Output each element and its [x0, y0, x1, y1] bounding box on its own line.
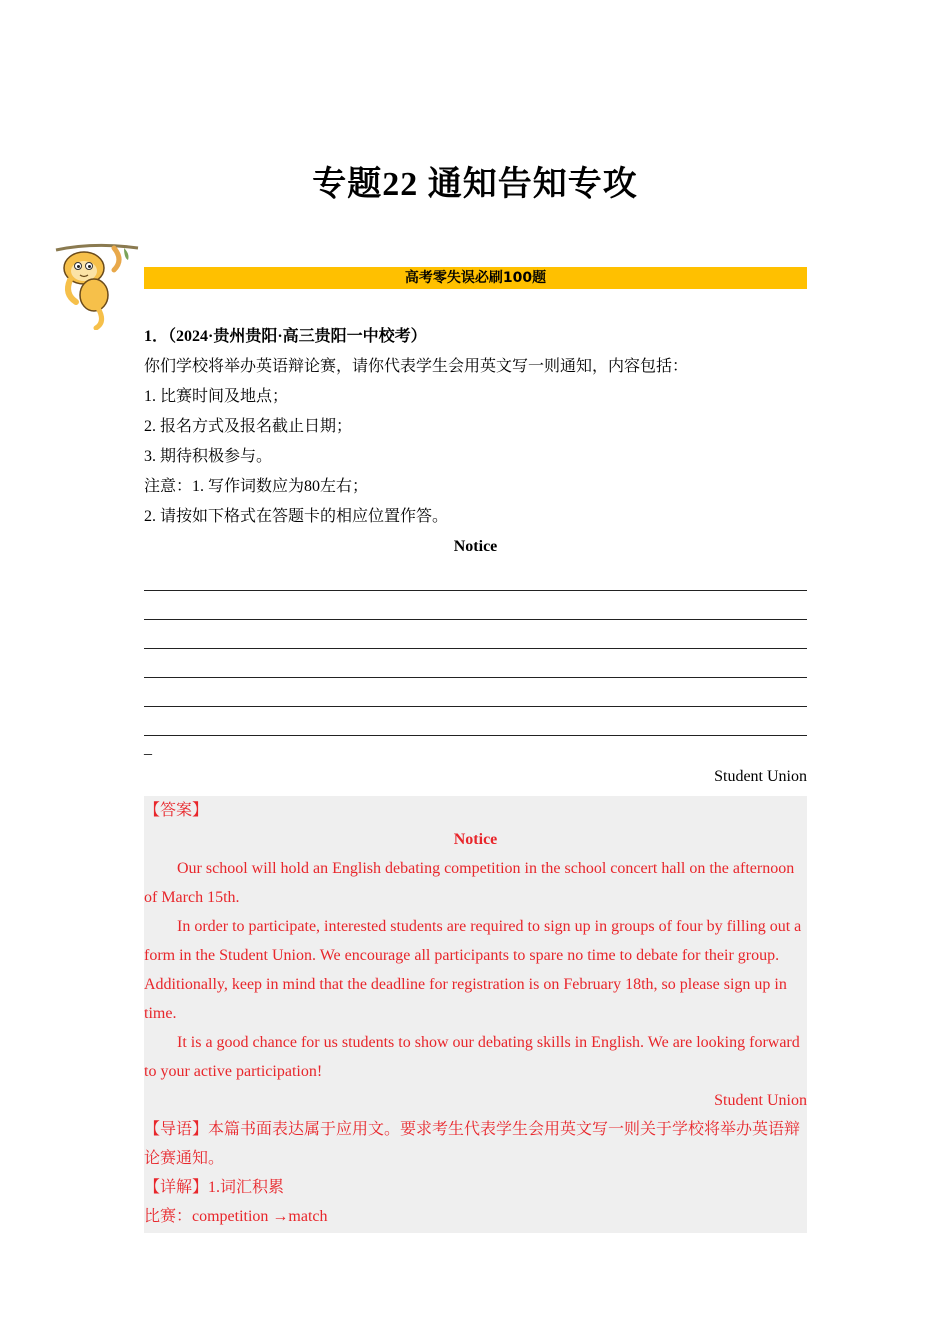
answer-section	[144, 796, 807, 1233]
detail-heading: 【详解】1.词汇积累	[144, 1179, 285, 1196]
note-line: 2. 请按如下格式在答题卡的相应位置作答。	[144, 508, 449, 525]
requirement-item: 2. 报名方式及报名截止日期；	[144, 418, 353, 435]
requirement-item: 1. 比赛时间及地点；	[144, 388, 289, 405]
note-line: 注意：1. 写作词数应为80左右；	[144, 478, 369, 495]
signature: Student Union	[714, 768, 807, 785]
requirement-item: 3. 期待积极参与。	[144, 448, 273, 465]
document-body	[144, 322, 807, 1233]
guide-text: 【导语】本篇书面表达属于应用文。要求考生代表学生会用英文写一则关于学校将举办英语辩论赛通知。	[144, 1121, 801, 1167]
writing-line	[144, 591, 807, 620]
answer-paragraph: It is a good chance for us students to show our debating skills in English. We are looking forward to your active participation!	[144, 1034, 800, 1080]
banner-title: 高考零失误必刷100题	[144, 267, 807, 289]
notice-heading: Notice	[453, 538, 498, 555]
answer-paragraph: In order to participate, interested students are required to sign up in groups of four by filling out a form in the Student Union. We encourage all participants to spare no time to debate for their group. Additionally, keep in mind that the deadline for registration is on February 18th, so please sign up in time.	[144, 918, 802, 1022]
page-title: 专题22 通知告知专攻	[312, 166, 638, 203]
writing-line	[144, 678, 807, 707]
question-header: 1．（2024·贵州贵阳·高三贵阳一中校考）	[144, 328, 427, 345]
answer-notice-heading: Notice	[453, 831, 498, 848]
writing-line-tail: _	[144, 740, 152, 757]
answer-label: 【答案】	[144, 802, 209, 819]
answer-signature: Student Union	[714, 1092, 807, 1109]
monkey-hanging-on-branch-icon	[54, 240, 140, 330]
question-prompt: 你们学校将举办英语辩论赛，请你代表学生会用英文写一则通知，内容包括：	[144, 358, 689, 375]
answer-paragraph: Our school will hold an English debating competition in the school concert hall on the afternoon of March 15th.	[144, 860, 795, 906]
vocab-line: 比赛：competition →match	[144, 1208, 328, 1225]
writing-line	[144, 620, 807, 649]
writing-line	[144, 649, 807, 678]
writing-line	[144, 562, 807, 591]
writing-line	[144, 707, 807, 736]
